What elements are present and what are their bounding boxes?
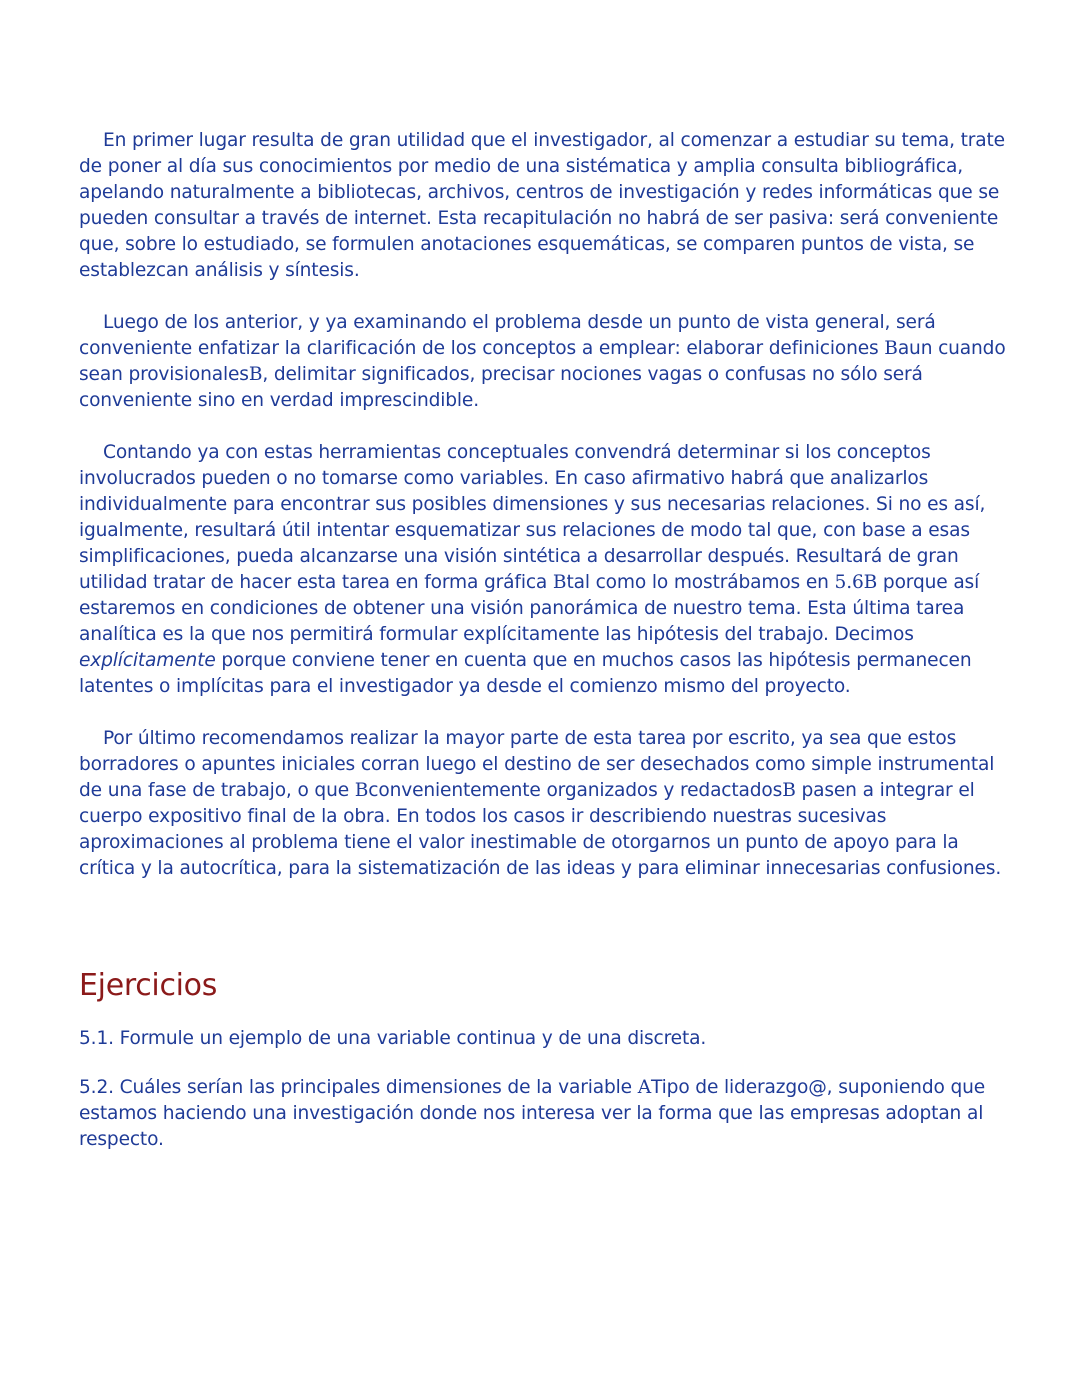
paragraph-2 [79,310,1019,414]
paragraph-3 [79,440,1019,700]
exercise-2-text-c: , suponiendo que estamos haciendo una investigación donde nos interesa ver la forma que las empresas adoptan al respecto. [79,1077,986,1150]
paragraph-3-text-c: tal como lo mostrábamos en [566,572,835,593]
exercise-1 [79,1026,1019,1052]
document-page [79,128,1019,1176]
emphasized-word: explícitamente [79,650,216,671]
section-heading: Ejercicios [79,968,218,1003]
paragraph-3-glyph-b1: B [552,572,567,593]
paragraph-2-glyph-b2: B [248,364,263,385]
paragraph-2-glyph-b1: B [884,338,898,359]
exercise-2-close-quote-glyph: @ [808,1077,827,1098]
exercise-2 [79,1075,1019,1153]
paragraph-2-text-c: aun cuando sean provisionales [79,338,1006,385]
section-reference: 5.6B [834,572,878,593]
paragraph-3-text-e: porque conviene tener en cuenta que en muchos casos las hipótesis permanecen latentes o implícitas para el investigador ya desde el comienzo mismo del proyecto. [79,650,972,697]
paragraph-4 [79,726,1019,882]
paragraph-1 [79,128,1019,284]
paragraph-4-glyph-b1: B [354,780,369,801]
paragraph-4-text-c: convenientemente organizados y redactados [368,780,783,801]
paragraph-2-text-d: , delimitar significados, precisar nociones vagas o confusas no sólo será conveniente sino en verdad imprescindible. [79,364,923,411]
exercise-2-open-quote-glyph: A [637,1077,652,1098]
paragraph-4-text-d: pasen a integrar el cuerpo expositivo final de la obra. En todos los casos ir describiendo nuestras sucesivas aproximaciones al problema tiene el valor inestimable de otorgarnos un punto de apoyo para la crítica y la autocrítica, para la sistematización de las ideas y para eliminar innecesarias confusiones. [79,780,1002,879]
paragraph-2-text-a: Luego de los anterior, y ya examinando el problema desde un punto de vista general, será conveniente enfatizar la clarificación de los conceptos a emplear: elaborar definiciones [79,312,936,359]
paragraph-3-text-a: Contando ya con estas herramientas conceptuales convendrá determinar si los conceptos involucrados pueden o no tomarse como variables. En caso afirmativo habrá que analizarlos individualmente para encontrar sus posibles dimensiones y sus necesarias relaciones. Si no es así, igualmente, resultará útil intentar esquematizar sus relaciones de modo tal que, con base a esas simplificaciones, pueda alcanzarse una visión sintética a desarrollar después. Resultará de gran utilidad tratar de hacer esta tarea en forma gráfica [79,442,986,593]
exercise-1-text: 5.1. Formule un ejemplo de una variable continua y de una discreta. [79,1028,707,1049]
exercise-2-variable-name: Tipo de liderazgo [651,1077,809,1098]
paragraph-4-glyph-b2: B [782,780,796,801]
paragraph-1-text: En primer lugar resulta de gran utilidad que el investigador, al comenzar a estudiar su tema, trate de poner al día sus conocimientos por medio de una sistématica y amplia consulta bibliográfica, apelando naturalmente a bibliotecas, archivos, centros de investigación y redes informáticas que se pueden consultar a través de internet. Esta recapitulación no habrá de ser pasiva: será conveniente que, sobre lo estudiado, se formulen anotaciones esquemáticas, se comparen puntos de vista, se establezcan análisis y síntesis. [79,130,1005,281]
exercise-2-text-a: 5.2. Cuáles serían las principales dimensiones de la variable [79,1077,638,1098]
paragraph-3-text-d: porque así estaremos en condiciones de obtener una visión panorámica de nuestro tema. Esta última tarea analítica es la que nos permitirá formular explícitamente las hipótesis del trabajo. Decimos [79,572,980,645]
paragraph-4-text-a: Por último recomendamos realizar la mayor parte de esta tarea por escrito, ya sea que estos borradores o apuntes iniciales corran luego el destino de ser desechados como simple instrumental de una fase de trabajo, o que [79,728,995,801]
